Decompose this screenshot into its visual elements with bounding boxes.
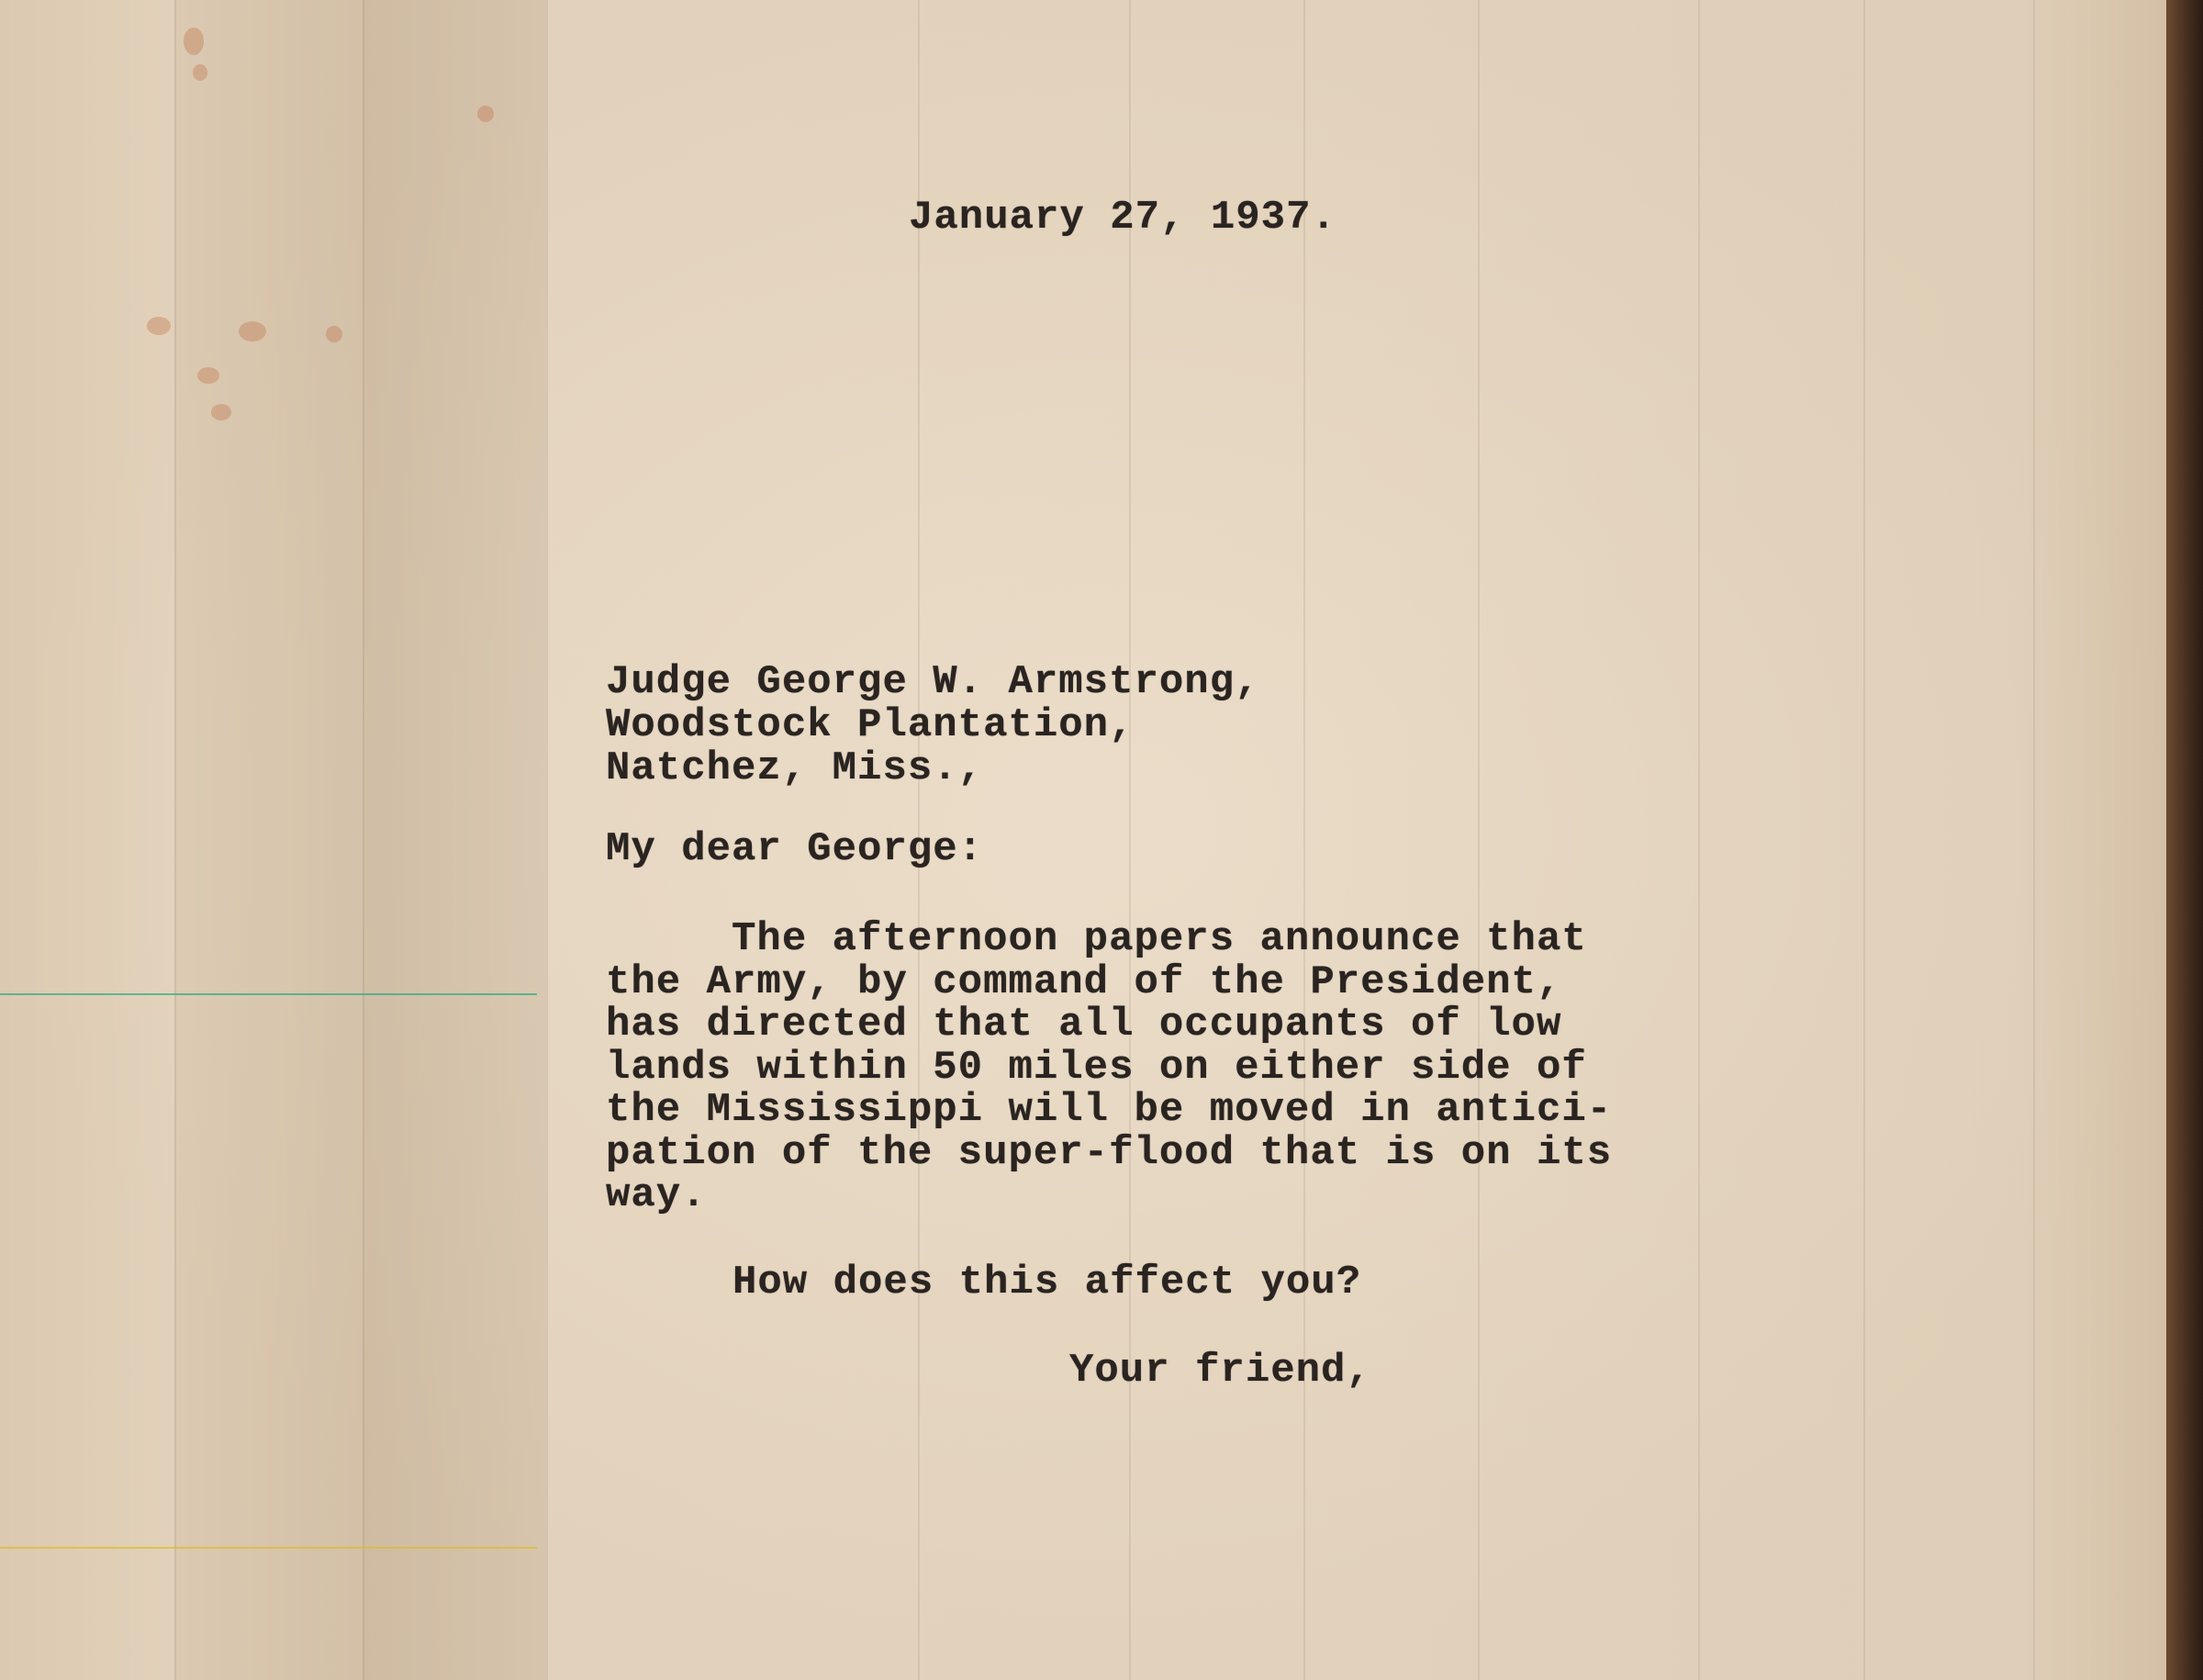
foxing-stain <box>477 106 494 122</box>
scan-band <box>363 0 546 1680</box>
body-line: the Army, by command of the President, <box>606 958 1562 1005</box>
scan-artifact-line <box>0 993 537 995</box>
scan-streak <box>363 0 364 1680</box>
foxing-stain <box>239 321 266 342</box>
scan-streak <box>1863 0 1865 1680</box>
question-line: How does this affect you? <box>732 1260 1362 1305</box>
scan-artifact-line <box>0 1547 537 1549</box>
foxing-stain <box>147 317 171 335</box>
body-line: way. <box>606 1172 707 1218</box>
body-line: the Mississippi will be moved in antici- <box>606 1087 1613 1133</box>
body-line: has directed that all occupants of low <box>606 1002 1562 1047</box>
body-paragraph <box>606 918 1612 1217</box>
scan-streak <box>2033 0 2035 1680</box>
foxing-stain <box>184 28 204 55</box>
recipient-city: Natchez, Miss., <box>606 745 984 791</box>
body-line: lands within 50 miles on either side of <box>606 1044 1587 1091</box>
scan-streak <box>1129 0 1131 1680</box>
salutation: My dear George: <box>606 826 984 872</box>
closing: Your friend, <box>1069 1348 1371 1394</box>
letter-date: January 27, 1937. <box>909 195 1336 241</box>
foxing-stain <box>197 367 219 384</box>
recipient-address <box>606 661 1260 790</box>
body-line: pation of the super-flood that is on its <box>606 1129 1613 1176</box>
body-line: The afternoon papers announce that <box>606 916 1587 962</box>
scan-streak <box>1303 0 1305 1680</box>
foxing-stain <box>326 326 342 342</box>
scan-streak <box>546 0 548 1680</box>
scan-streak <box>174 0 176 1680</box>
page-edge-shadow <box>2166 0 2203 1680</box>
scan-streak <box>1698 0 1700 1680</box>
recipient-place: Woodstock Plantation, <box>606 702 1135 748</box>
recipient-name: Judge George W. Armstrong, <box>606 659 1260 705</box>
scan-streak <box>1478 0 1480 1680</box>
foxing-stain <box>193 64 207 81</box>
scan-band <box>174 0 363 1680</box>
foxing-stain <box>211 404 231 420</box>
